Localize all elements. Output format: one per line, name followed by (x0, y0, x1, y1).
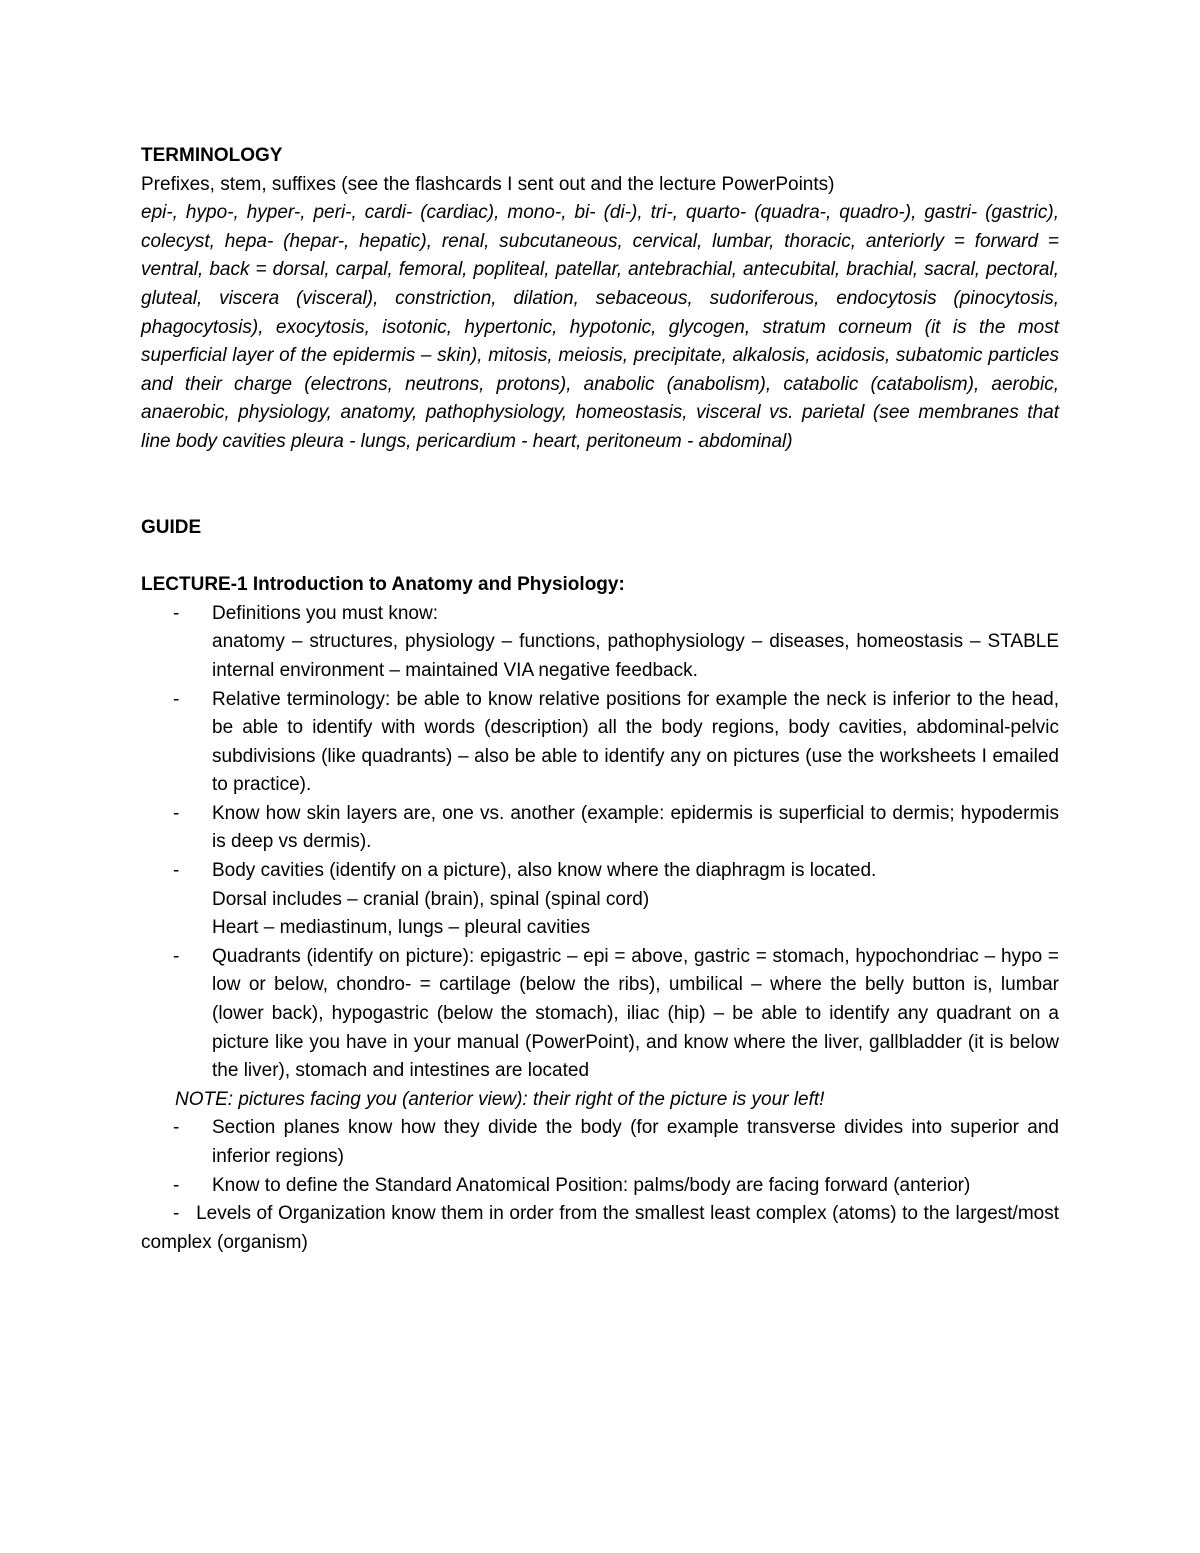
terminology-subtitle: Prefixes, stem, suffixes (see the flashcards I sent out and the lecture PowerPoints) (141, 173, 835, 195)
spacer (141, 542, 1059, 571)
guide-list-2 (141, 1114, 1059, 1200)
list-item-text: Levels of Organization know them in order from the smallest least complex (atoms) to the largest/most complex (organism) (141, 1203, 1060, 1253)
terminology-terms: epi-, hypo-, hyper-, peri-, cardi- (cardiac), mono-, bi- (di-), tri-, quarto- (quadra-, quadro-), gastri- (gastric), colecyst, hepa- (hepar-, hepatic), renal, subcutaneous, cervical, lumbar, thoracic, anteriorly = forward = ventral, back = dorsal, carpal, femoral, popliteal, patellar, antebrachial, antecubital, brachial, sacral, pectoral, gluteal, viscera (visceral), constriction, dilation, sebaceous, sudoriferous, endocytosis (pinocytosis, phagocytosis), exocytosis, isotonic, hypertonic, hypotonic, glycogen, stratum corneum (it is the most superficial layer of the epidermis – skin), mitosis, meiosis, precipitate, alkalosis, acidosis, subatomic particles and their charge (electrons, neutrons, protons), anabolic (anabolism), catabolic (catabolism), aerobic, anaerobic, physiology, anatomy, pathophysiology, homeostasis, visceral vs. parietal (see membranes that line body cavities pleura - lungs, pericardium - heart, peritoneum - abdominal) (141, 202, 1059, 452)
terminology-heading: TERMINOLOGY (141, 145, 283, 166)
bullet-dash: - (173, 1174, 180, 1196)
list-item-text: Relative terminology: be able to know relative positions for example the neck is inferior to the head, be able to identify with words (description) all the body regions, body cavities, abdominal-pelvic subdivisions (like quadrants) – also be able to identify any on pictures (use the worksheets I emailed to practice). (212, 688, 1059, 796)
list-item (141, 800, 1059, 857)
list-item (141, 686, 1059, 800)
note-text: NOTE: pictures facing you (anterior view): their right of the picture is your left! (175, 1088, 825, 1110)
last-list-item (141, 1200, 1059, 1257)
guide-heading: GUIDE (141, 516, 202, 538)
list-item-text: Body cavities (identify on a picture), also know where the diaphragm is located. (212, 860, 877, 882)
guide-list (141, 600, 1059, 1086)
list-item (141, 600, 1059, 686)
bullet-dash: - (173, 945, 180, 967)
bullet-dash: - (173, 1203, 180, 1225)
bullet-dash: - (173, 802, 180, 824)
spacer (141, 457, 1059, 514)
bullet-dash: - (173, 688, 180, 710)
list-item (141, 1172, 1059, 1201)
document-page (141, 142, 1059, 1257)
bullet-dash: - (173, 602, 180, 624)
list-item-text: Know how skin layers are, one vs. another (example: epidermis is superficial to dermis; hypodermis is deep vs dermis). (212, 802, 1059, 853)
list-item-text: Heart – mediastinum, lungs – pleural cavities (212, 917, 591, 939)
bullet-dash: - (173, 1117, 180, 1139)
lecture-title: LECTURE-1 Introduction to Anatomy and Physiology: (141, 574, 625, 596)
list-item (141, 857, 1059, 943)
list-item-text: Know to define the Standard Anatomical Position: palms/body are facing forward (anterior) (212, 1174, 971, 1196)
list-item-text: Definitions you must know: (212, 602, 438, 624)
list-item (141, 1114, 1059, 1171)
list-item-text: Section planes know how they divide the body (for example transverse divides into superior and inferior regions) (212, 1117, 1059, 1167)
list-item-text: Dorsal includes – cranial (brain), spinal (spinal cord) (212, 888, 650, 910)
list-item (141, 943, 1059, 1086)
list-item-text: anatomy – structures, physiology – functions, pathophysiology – diseases, homeostasis – STABLE internal environment – maintained VIA negative feedback. (212, 631, 1059, 681)
bullet-dash: - (173, 860, 180, 882)
list-item-text: Quadrants (identify on picture): epigastric – epi = above, gastric = stomach, hypochondriac – hypo = low or below, chondro- = cartilage (below the ribs), umbilical – where the belly button is, lumbar (lower back), hypogastric (below the stomach), iliac (hip) – be able to identify any quadrant on a picture like you have in your manual (PowerPoint), and know where the liver, gallbladder (it is below the liver), stomach and intestines are located (212, 945, 1059, 1082)
